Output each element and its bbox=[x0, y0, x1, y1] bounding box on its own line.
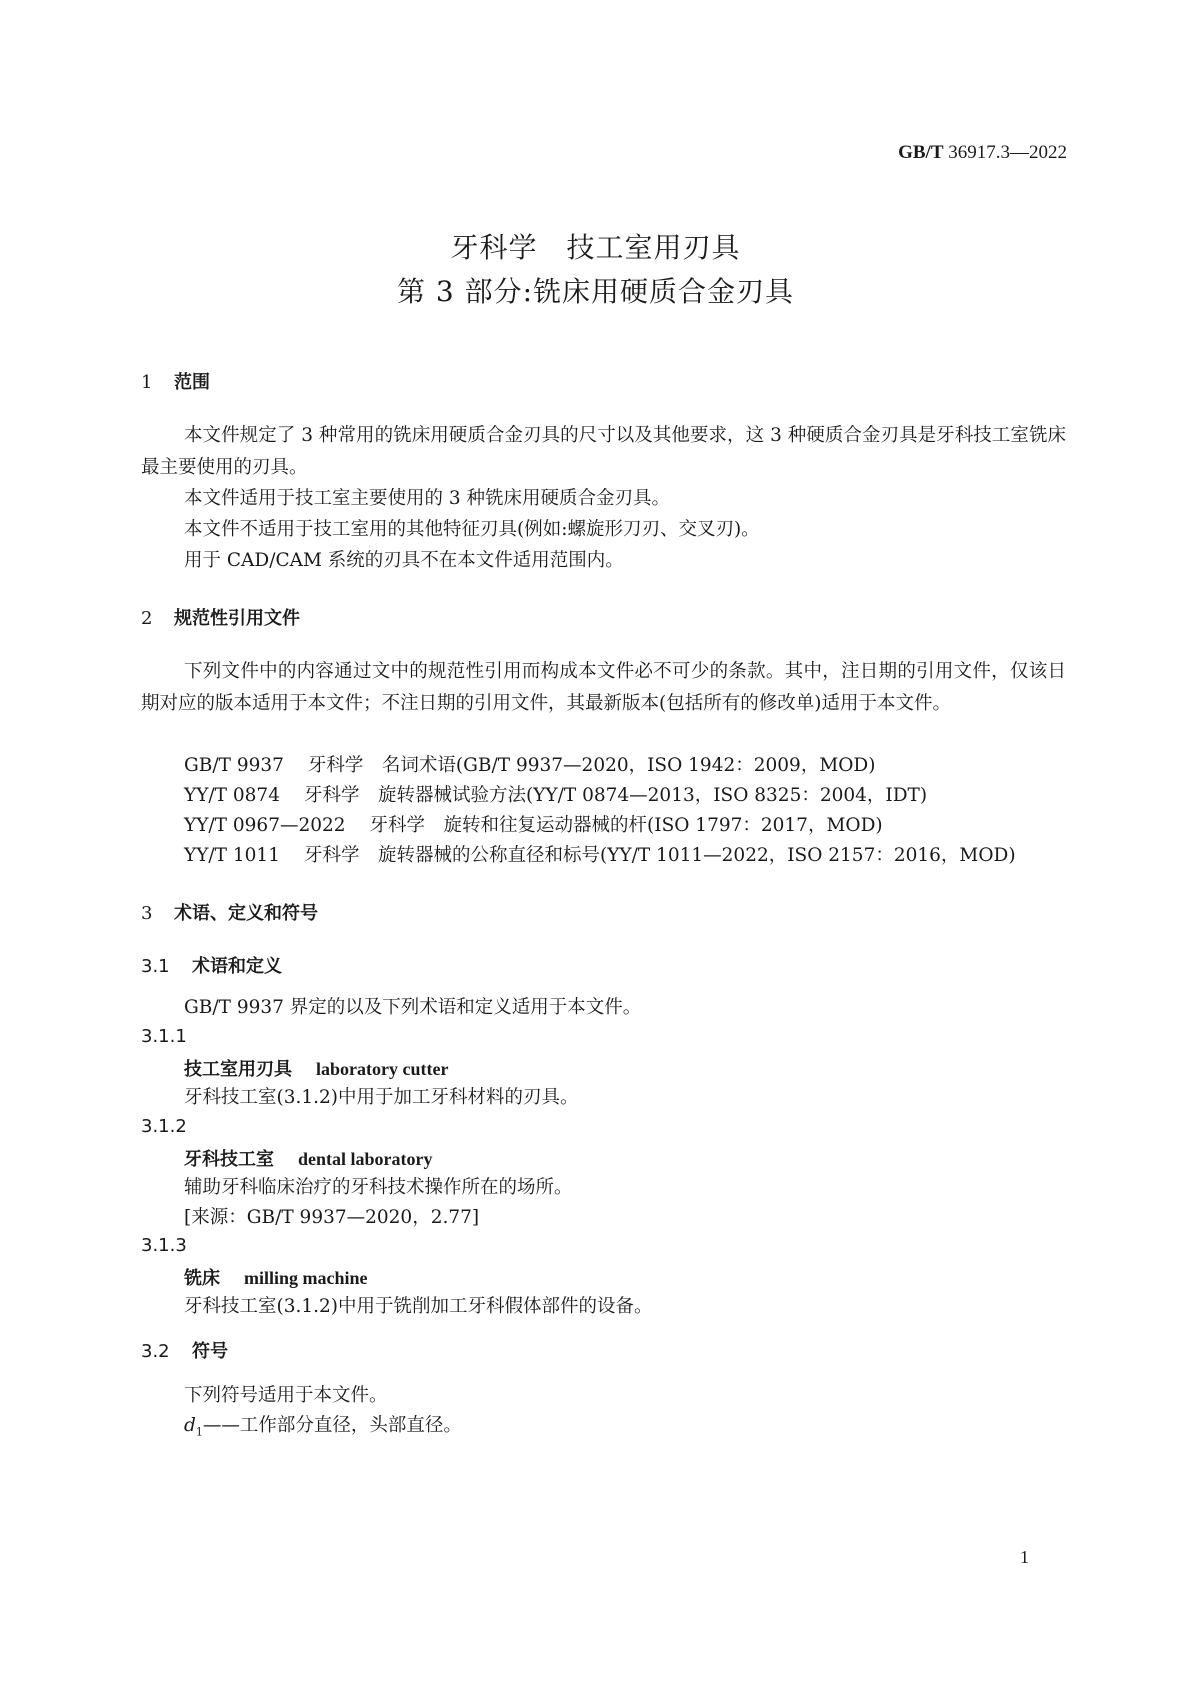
section-1-para-1: 本文件规定了 3 种常用的铣床用硬质合金刃具的尺寸以及其他要求，这 3 种硬质合金刃具是牙科技工室铣床最主要使用的刃具。 bbox=[141, 425, 1066, 478]
term-en: dental laboratory bbox=[298, 1149, 433, 1169]
term-zh: 牙科技工室 bbox=[184, 1149, 274, 1170]
symbol-definition: ——工作部分直径，头部直径。 bbox=[202, 1415, 462, 1436]
term-heading bbox=[184, 1055, 448, 1081]
section-3-heading bbox=[141, 899, 318, 925]
reference-code: YY/T 0967—2022 bbox=[184, 815, 346, 836]
symbol: d bbox=[184, 1415, 196, 1436]
section-3-2-intro: 下列符号适用于本文件。 bbox=[184, 1385, 388, 1406]
term-en: laboratory cutter bbox=[316, 1059, 449, 1079]
reference-code: YY/T 0874 bbox=[184, 785, 280, 806]
reference-item bbox=[184, 840, 1016, 872]
term-definition: 牙科技工室(3.1.2)中用于加工牙科材料的刃具。 bbox=[184, 1087, 579, 1108]
section-3-1-intro: GB/T 9937 界定的以及下列术语和定义适用于本文件。 bbox=[184, 997, 642, 1018]
document-code-prefix: GB/T bbox=[898, 142, 944, 163]
page-number: 1 bbox=[1020, 1547, 1029, 1567]
document-code bbox=[898, 142, 1067, 164]
reference-title: 牙科学 旋转器械试验方法(YY/T 0874—2013，ISO 8325：2004，IDT) bbox=[303, 785, 928, 806]
title-line-2: 第 3 部分:铣床用硬质合金刃具 bbox=[396, 275, 795, 308]
term-source: [来源：GB/T 9937—2020，2.77] bbox=[184, 1207, 480, 1228]
term-number: 3.1.3 bbox=[141, 1235, 187, 1256]
section-3-1-title: 术语和定义 bbox=[192, 956, 282, 977]
section-3-1-number: 3.1 bbox=[141, 956, 170, 977]
symbol-subscript: 1 bbox=[195, 1425, 203, 1439]
symbol-entry bbox=[184, 1410, 462, 1449]
reference-code: YY/T 1011 bbox=[184, 845, 280, 866]
reference-item bbox=[184, 780, 927, 812]
section-3-1-heading bbox=[141, 952, 282, 978]
title-line-1: 牙科学 技工室用刃具 bbox=[450, 231, 741, 264]
section-1-para-2: 本文件适用于技工室主要使用的 3 种铣床用硬质合金刃具。 bbox=[184, 488, 671, 509]
section-1-number: 1 bbox=[141, 372, 153, 393]
section-3-title: 术语、定义和符号 bbox=[174, 903, 318, 924]
reference-title: 牙科学 名词术语(GB/T 9937—2020，ISO 1942：2009，MOD) bbox=[307, 755, 876, 776]
term-number: 3.1.1 bbox=[141, 1026, 187, 1047]
term-zh: 铣床 bbox=[184, 1268, 220, 1289]
reference-item bbox=[184, 810, 883, 842]
section-3-number: 3 bbox=[141, 903, 153, 924]
section-3-2-number: 3.2 bbox=[141, 1341, 170, 1362]
section-2-intro: 下列文件中的内容通过文中的规范性引用而构成本文件必不可少的条款。其中，注日期的引用文件，仅该日期对应的版本适用于本文件；不注日期的引用文件，其最新版本(包括所有的修改单)适用于本文件。 bbox=[141, 661, 1066, 714]
section-1-para-4: 用于 CAD/CAM 系统的刃具不在本文件适用范围内。 bbox=[184, 550, 624, 571]
term-definition: 辅助牙科临床治疗的牙科技术操作所在的场所。 bbox=[184, 1177, 573, 1198]
section-2-title: 规范性引用文件 bbox=[174, 608, 300, 629]
document-code-number: 36917.3—2022 bbox=[948, 142, 1067, 163]
term-heading bbox=[184, 1145, 433, 1171]
section-3-2-title: 符号 bbox=[192, 1341, 228, 1362]
term-number: 3.1.2 bbox=[141, 1116, 187, 1137]
term-definition: 牙科技工室(3.1.2)中用于铣削加工牙科假体部件的设备。 bbox=[184, 1296, 653, 1317]
section-1-para-3: 本文件不适用于技工室用的其他特征刃具(例如:螺旋形刀刃、交叉刃)。 bbox=[184, 519, 760, 540]
section-2-number: 2 bbox=[141, 608, 153, 629]
section-1-heading bbox=[141, 368, 210, 394]
reference-item bbox=[184, 750, 875, 782]
term-en: milling machine bbox=[244, 1268, 368, 1288]
reference-title: 牙科学 旋转和往复运动器械的杆(ISO 1797：2017，MOD) bbox=[369, 815, 883, 836]
section-2-heading bbox=[141, 604, 300, 630]
term-heading bbox=[184, 1264, 368, 1290]
section-3-2-heading bbox=[141, 1337, 228, 1363]
term-zh: 技工室用刃具 bbox=[184, 1059, 292, 1080]
section-1-title: 范围 bbox=[174, 372, 210, 393]
reference-title: 牙科学 旋转器械的公称直径和标号(YY/T 1011—2022，ISO 2157：2016，MOD) bbox=[303, 845, 1016, 866]
reference-code: GB/T 9937 bbox=[184, 755, 284, 776]
